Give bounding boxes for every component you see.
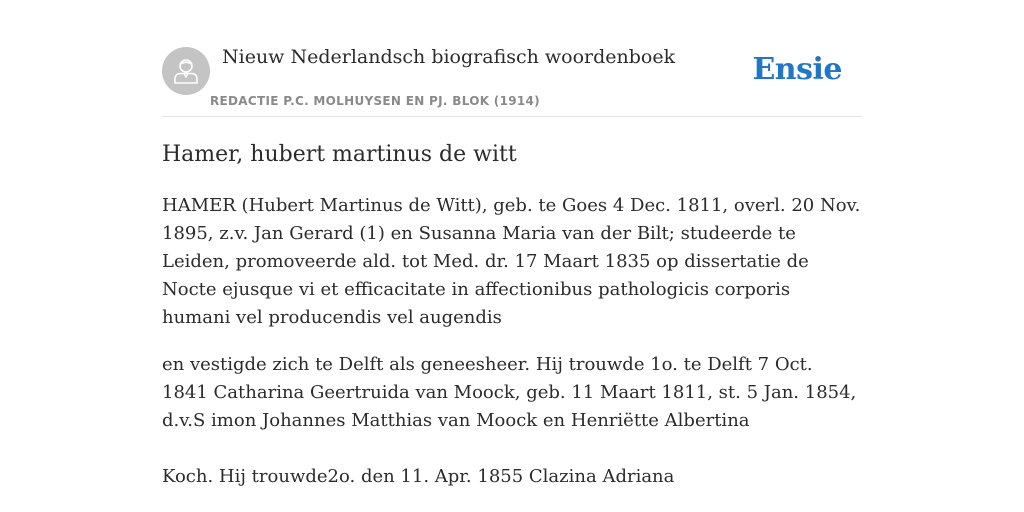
source-editors: REDACTIE P.C. MOLHUYSEN EN PJ. BLOK (1914)	[210, 94, 540, 108]
article-title: Hamer, hubert martinus de witt	[162, 142, 517, 167]
article-paragraph-1: HAMER (Hubert Martinus de Witt), geb. te Goes 4 Dec. 1811, overl. 20 Nov. 1895, z.v. Jan Gerard (1) en Susanna Maria van der Bilt; studeerde te Leiden, promoveerde ald. tot Med. dr. 17 Maart 1835 op dissertatie de Nocte ejusque vi et efficacitate in affectionibus pathologicis corporis humani vel producendis vel augendis	[162, 195, 861, 328]
source-title-link[interactable]: Nieuw Nederlandsch biografisch woordenboek	[222, 46, 676, 68]
article	[162, 140, 862, 491]
user-icon	[172, 56, 200, 86]
article-paragraph-2: en vestigde zich te Delft als geneesheer. Hij trouwde 1o. te Delft 7 Oct. 1841 Catharina Geertruida van Moock, geb. 11 Maart 1811, st. 5 Jan. 1854, d.v.S imon Johannes Matthias van Moock en Henriëtte Albertina	[162, 354, 857, 431]
source-header	[162, 40, 862, 117]
article-paragraph-3: Koch. Hij trouwde2o. den 11. Apr. 1855 Clazina Adriana	[162, 466, 675, 487]
brand-logo[interactable]: Ensie	[752, 52, 842, 87]
avatar[interactable]	[162, 47, 210, 95]
